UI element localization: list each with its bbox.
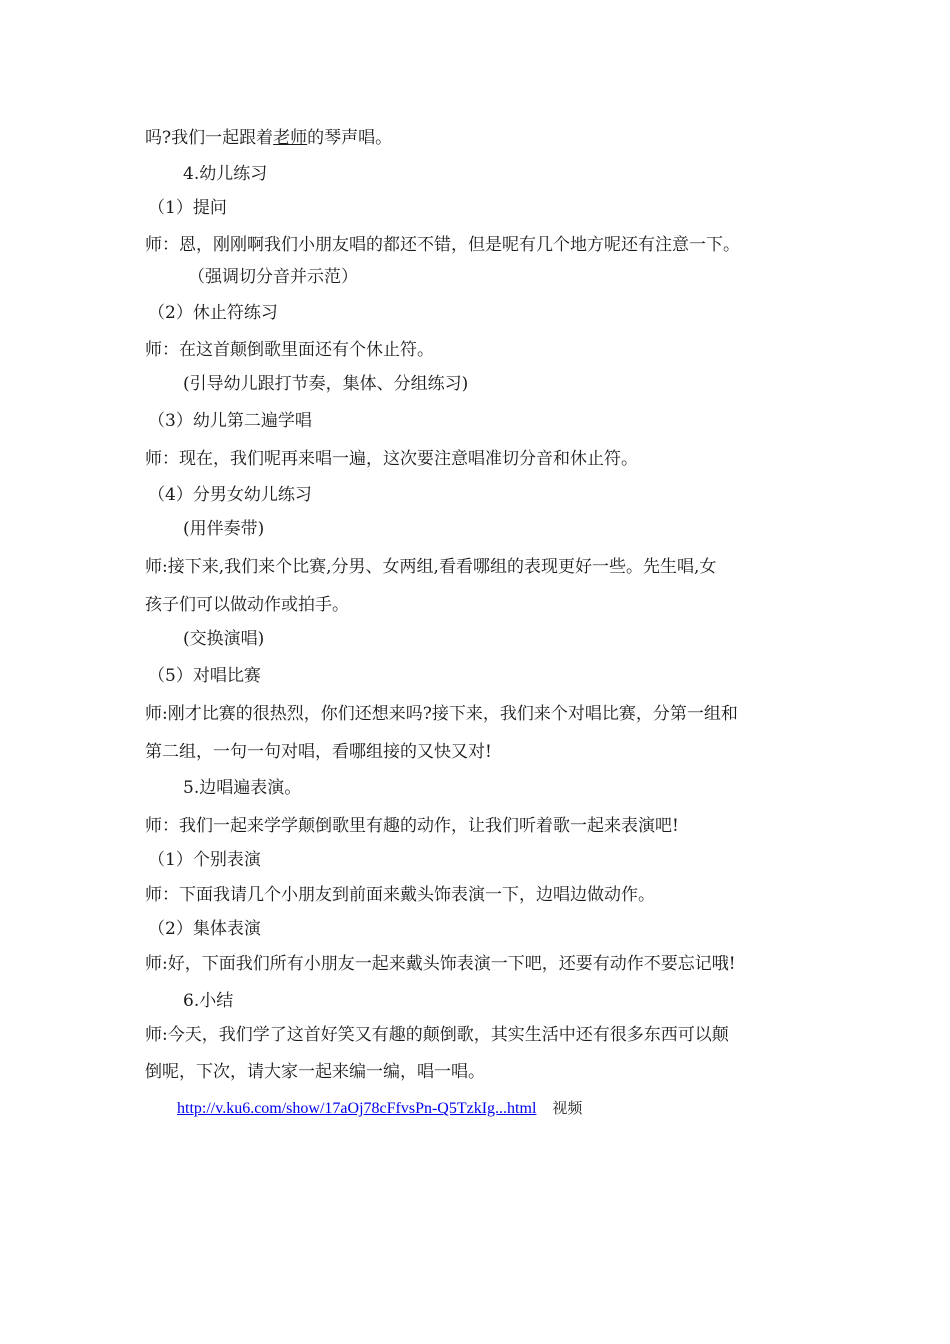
section-heading: 6.小结 bbox=[183, 991, 234, 1011]
paragraph-line: 师：在这首颠倒歌里面还有个休止符。 bbox=[145, 340, 434, 360]
video-link-line bbox=[177, 1097, 582, 1120]
section-heading: 4.幼儿练习 bbox=[183, 164, 268, 184]
paragraph-line: 第二组，一句一句对唱，看哪组接的又快又对! bbox=[145, 742, 492, 762]
stage-direction: （强调切分音并示范） bbox=[188, 267, 358, 287]
subsection-heading: （1）个别表演 bbox=[148, 850, 261, 870]
paragraph-line: 倒呢，下次，请大家一起来编一编，唱一唱。 bbox=[145, 1062, 485, 1082]
line-text: 吗?我们一起跟着 bbox=[145, 128, 274, 148]
stage-direction: (引导幼儿跟打节奏，集体、分组练习) bbox=[183, 374, 469, 394]
stage-direction: (交换演唱) bbox=[183, 629, 265, 649]
subsection-heading: （2）集体表演 bbox=[148, 919, 261, 939]
subsection-heading: （3）幼儿第二遍学唱 bbox=[148, 411, 312, 431]
underlined-word: 老师 bbox=[273, 128, 308, 148]
subsection-heading: （4）分男女幼儿练习 bbox=[148, 485, 312, 505]
subsection-heading: （5）对唱比赛 bbox=[148, 666, 261, 686]
paragraph-line: 师:接下来,我们来个比赛,分男、女两组,看看哪组的表现更好一些。先生唱,女 bbox=[145, 557, 717, 577]
video-link[interactable]: http://v.ku6.com/show/17aOj78cFfvsPn-Q5TzkIg...html bbox=[177, 1100, 537, 1117]
paragraph-line: 师：现在，我们呢再来唱一遍，这次要注意唱准切分音和休止符。 bbox=[145, 449, 638, 469]
paragraph-line: 师:刚才比赛的很热烈，你们还想来吗?接下来，我们来个对唱比赛，分第一组和 bbox=[145, 704, 738, 724]
video-label: 视频 bbox=[552, 1099, 583, 1117]
line-text: 的琴声唱。 bbox=[307, 128, 393, 148]
paragraph-line bbox=[145, 127, 392, 149]
subsection-heading: （2）休止符练习 bbox=[148, 303, 278, 323]
paragraph-line: 师：我们一起来学学颠倒歌里有趣的动作，让我们听着歌一起来表演吧! bbox=[145, 816, 679, 836]
section-heading: 5.边唱遍表演。 bbox=[183, 778, 302, 798]
stage-direction: (用伴奏带) bbox=[183, 519, 265, 539]
paragraph-line: 师：恩，刚刚啊我们小朋友唱的都还不错，但是呢有几个地方呢还有注意一下。 bbox=[145, 235, 740, 255]
paragraph-line: 师：下面我请几个小朋友到前面来戴头饰表演一下，边唱边做动作。 bbox=[145, 885, 655, 905]
subsection-heading: （1）提问 bbox=[148, 198, 227, 218]
paragraph-line: 师:好，下面我们所有小朋友一起来戴头饰表演一下吧，还要有动作不要忘记哦! bbox=[145, 954, 736, 974]
paragraph-line: 师:今天，我们学了这首好笑又有趣的颠倒歌，其实生活中还有很多东西可以颠 bbox=[145, 1025, 729, 1045]
paragraph-line: 孩子们可以做动作或拍手。 bbox=[145, 595, 349, 615]
